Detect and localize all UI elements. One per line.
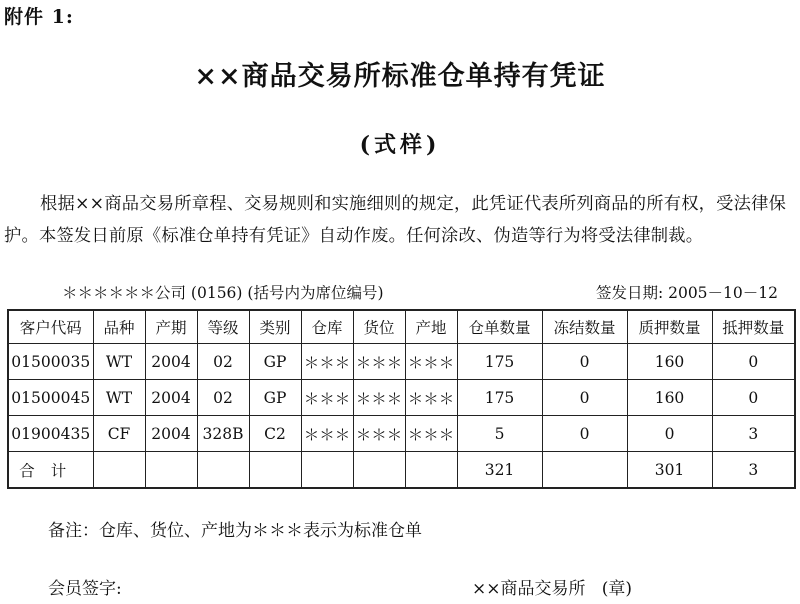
cell-mortgaged-quantity: 3 [712, 416, 795, 452]
header-category: 类别 [249, 310, 301, 344]
table-row [8, 416, 795, 452]
total-mortgaged-quantity: 3 [712, 452, 795, 489]
table-row [8, 380, 795, 416]
header-warehouse: 仓库 [301, 310, 353, 344]
total-receipt-quantity: 321 [457, 452, 542, 489]
cell-pledged-quantity: 160 [627, 344, 712, 380]
total-frozen-quantity [542, 452, 627, 489]
cell-origin: ＊＊＊ [405, 380, 457, 416]
cell-customer-code: 01500035 [8, 344, 93, 380]
cell-pledged-quantity: 0 [627, 416, 712, 452]
cell-frozen-quantity: 0 [542, 416, 627, 452]
cell-production-year: 2004 [145, 344, 197, 380]
table-total-row [8, 452, 795, 489]
table-row [8, 344, 795, 380]
cell-production-year: 2004 [145, 380, 197, 416]
total-label: 合计 [8, 452, 93, 489]
intro-paragraph: 根据××商品交易所章程、交易规则和实施细则的规定，此凭证代表所列商品的所有权，受法律保护。本签发日前原《标准仓单持有凭证》自动作废。任何涂改、伪造等行为将受法律制裁。 [4, 194, 787, 246]
cell-storage-slot: ＊＊＊ [353, 344, 405, 380]
header-receipt-quantity: 仓单数量 [457, 310, 542, 344]
cell-customer-code: 01500045 [8, 380, 93, 416]
cell-warehouse: ＊＊＊ [301, 344, 353, 380]
total-empty-cell [405, 452, 457, 489]
cell-variety: WT [93, 380, 145, 416]
cell-receipt-quantity: 175 [457, 344, 542, 380]
header-storage-slot: 货位 [353, 310, 405, 344]
cell-receipt-quantity: 175 [457, 380, 542, 416]
header-customer-code: 客户代码 [8, 310, 93, 344]
total-empty-cell [93, 452, 145, 489]
exchange-seal-label: ××商品交易所 (章) [472, 579, 632, 599]
header-mortgaged-quantity: 抵押数量 [712, 310, 795, 344]
cell-mortgaged-quantity: 0 [712, 380, 795, 416]
document-title: ××商品交易所标准仓单持有凭证 [194, 61, 606, 92]
cell-grade: 02 [197, 380, 249, 416]
header-pledged-quantity: 质押数量 [627, 310, 712, 344]
issue-date: 签发日期: 2005－10－12 [595, 284, 778, 302]
cell-storage-slot: ＊＊＊ [353, 416, 405, 452]
cell-customer-code: 01900435 [8, 416, 93, 452]
cell-warehouse: ＊＊＊ [301, 416, 353, 452]
cell-variety: WT [93, 344, 145, 380]
header-frozen-quantity: 冻结数量 [542, 310, 627, 344]
total-empty-cell [145, 452, 197, 489]
table-header-row [8, 310, 795, 344]
remark-note: 备注：仓库、货位、产地为＊＊＊表示为标准仓单 [48, 521, 422, 541]
cell-origin: ＊＊＊ [405, 344, 457, 380]
document-subtitle: (式样) [359, 132, 441, 158]
header-grade: 等级 [197, 310, 249, 344]
cell-category: GP [249, 380, 301, 416]
cell-category: GP [249, 344, 301, 380]
total-empty-cell [353, 452, 405, 489]
total-pledged-quantity: 301 [627, 452, 712, 489]
total-empty-cell [301, 452, 353, 489]
cell-storage-slot: ＊＊＊ [353, 380, 405, 416]
cell-receipt-quantity: 5 [457, 416, 542, 452]
header-origin: 产地 [405, 310, 457, 344]
cell-category: C2 [249, 416, 301, 452]
cell-production-year: 2004 [145, 416, 197, 452]
header-variety: 品种 [93, 310, 145, 344]
company-line: ＊＊＊＊＊＊公司 (0156) (括号内为席位编号) [62, 284, 384, 302]
member-signature-label: 会员签字: [48, 579, 122, 599]
cell-pledged-quantity: 160 [627, 380, 712, 416]
warehouse-receipt-table [7, 309, 796, 489]
cell-variety: CF [93, 416, 145, 452]
cell-grade: 328B [197, 416, 249, 452]
cell-frozen-quantity: 0 [542, 380, 627, 416]
header-production-year: 产期 [145, 310, 197, 344]
total-empty-cell [197, 452, 249, 489]
cell-mortgaged-quantity: 0 [712, 344, 795, 380]
attachment-label: 附件 1: [4, 6, 74, 28]
cell-warehouse: ＊＊＊ [301, 380, 353, 416]
cell-origin: ＊＊＊ [405, 416, 457, 452]
total-empty-cell [249, 452, 301, 489]
cell-frozen-quantity: 0 [542, 344, 627, 380]
cell-grade: 02 [197, 344, 249, 380]
